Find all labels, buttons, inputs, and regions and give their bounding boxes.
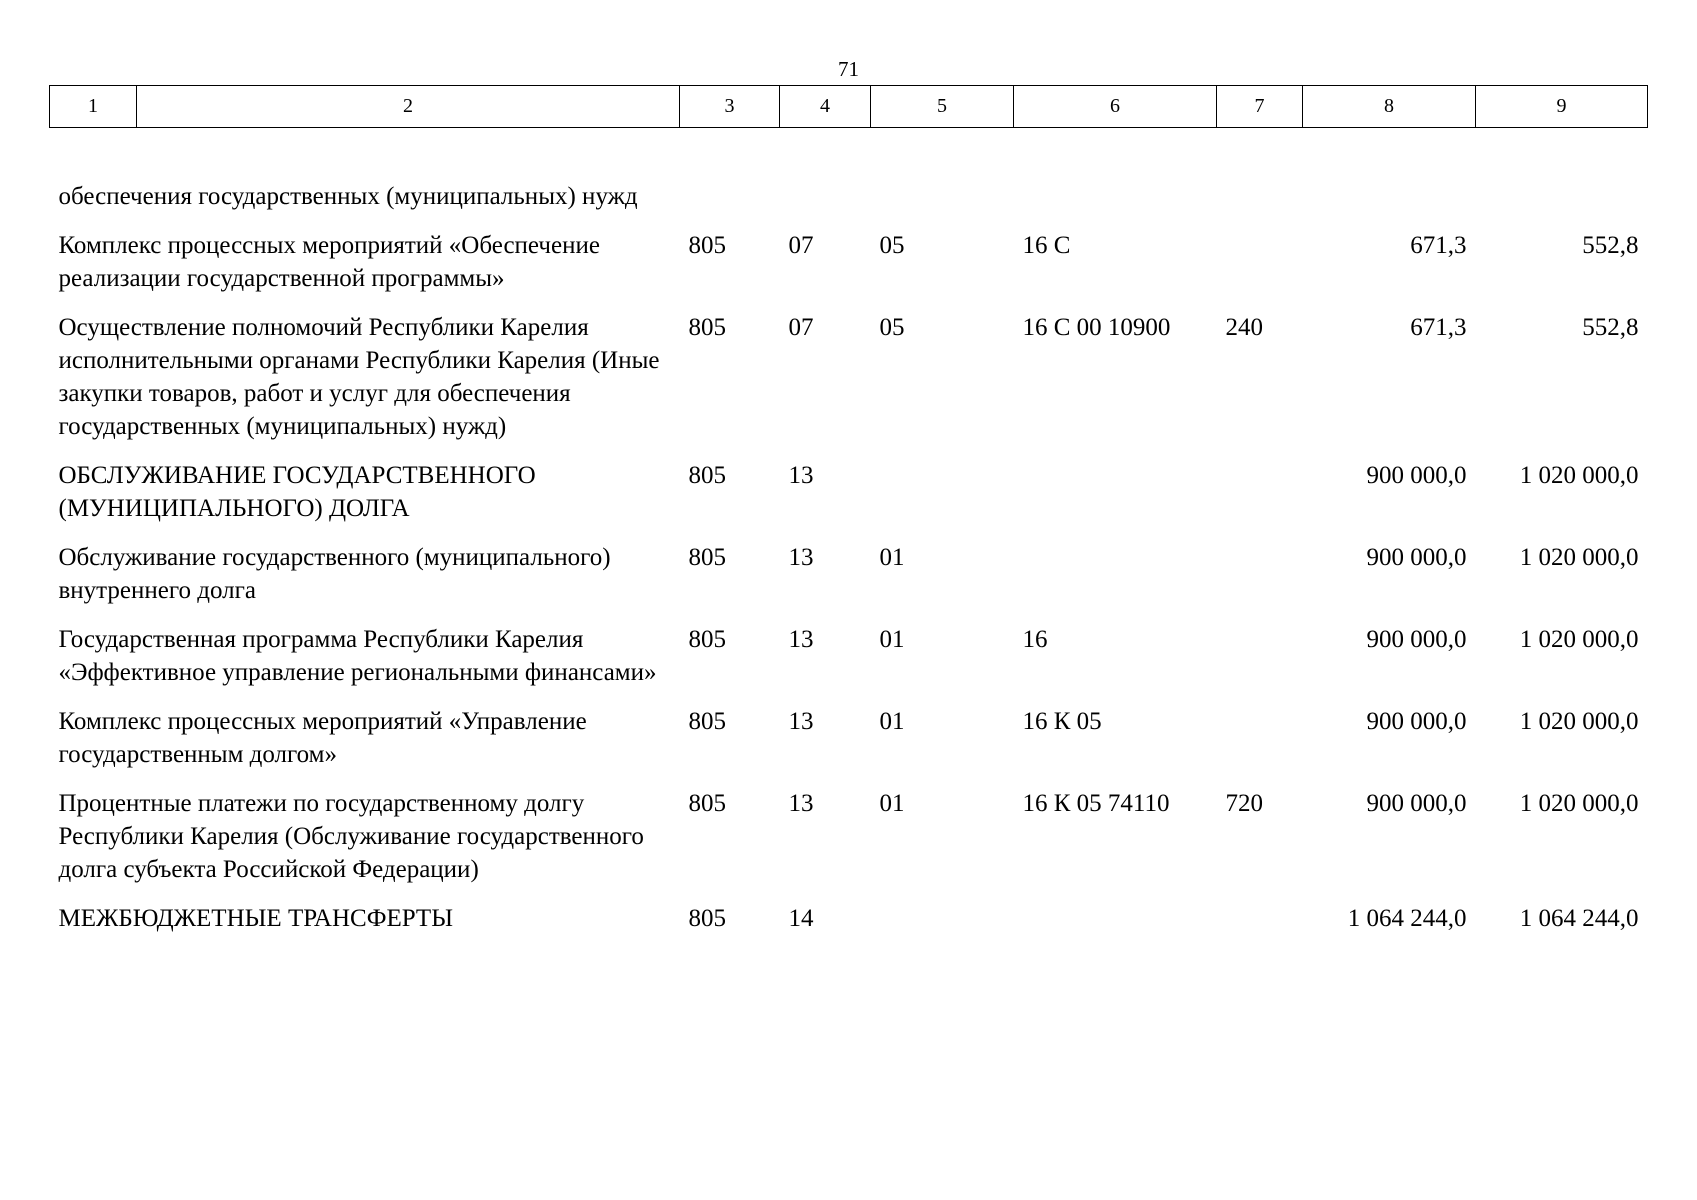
cell-amount-year-2: 1 020 000,0 (1519, 708, 1639, 735)
cell-target-article (1014, 453, 1217, 535)
table-row (50, 535, 1648, 617)
cell-expense-type (1217, 223, 1303, 305)
cell-expense-type: 240 (1225, 314, 1263, 341)
table-row (50, 617, 1648, 699)
cell-section: 13 (788, 462, 814, 489)
cell-amount-year-2: 1 020 000,0 (1519, 544, 1639, 571)
cell-subsection: 01 (879, 544, 905, 571)
header-col-6: 6 (1014, 86, 1217, 128)
cell-subsection: 05 (879, 232, 905, 259)
cell-item-name: Обслуживание государственного (муниципального) внутреннего долга (58, 544, 611, 604)
cell-amount-year-1: 900 000,0 (1366, 790, 1467, 817)
cell-amount-year-1: 900 000,0 (1366, 626, 1467, 653)
cell-section: 07 (788, 232, 814, 259)
cell-section: 13 (788, 708, 814, 735)
cell-target-article: 16 (1022, 626, 1048, 653)
cell-expense-type (1217, 896, 1303, 945)
cell-amount-year-2: 1 064 244,0 (1519, 905, 1639, 932)
cell-amount-year-1: 900 000,0 (1366, 544, 1467, 571)
cell-subsection (871, 128, 1014, 224)
cell-section: 07 (788, 314, 814, 341)
cell-item-name: Осуществление полномочий Республики Карелия исполнительными органами Республики Карелия (Иные закупки товаров, работ и услуг для обеспечения государственных (муниципальных) нужд) (58, 314, 660, 440)
cell-expense-type (1217, 453, 1303, 535)
cell-amount-year-1 (1303, 128, 1476, 224)
cell-expense-type: 720 (1225, 790, 1263, 817)
cell-target-article: 16 К 05 74110 (1022, 790, 1170, 817)
cell-target-article: 16 С (1022, 232, 1071, 259)
cell-amount-year-2: 1 020 000,0 (1519, 462, 1639, 489)
cell-item-name: Государственная программа Республики Карелия «Эффективное управление региональными финансами» (58, 626, 657, 686)
cell-chapter: 805 (688, 544, 726, 571)
cell-item-name: Комплекс процессных мероприятий «Управление государственным долгом» (58, 708, 587, 768)
cell-subsection: 01 (879, 790, 905, 817)
cell-amount-year-2 (1476, 128, 1648, 224)
cell-section (780, 128, 871, 224)
cell-section: 13 (788, 544, 814, 571)
table-body (50, 128, 1648, 946)
header-col-4: 4 (780, 86, 871, 128)
cell-chapter: 805 (688, 462, 726, 489)
cell-subsection: 01 (879, 708, 905, 735)
cell-amount-year-1: 900 000,0 (1366, 708, 1467, 735)
cell-item-name: Процентные платежи по государственному долгу Республики Карелия (Обслуживание государственного долга субъекта Российской Федерации) (58, 790, 644, 883)
page-number: 71 (838, 57, 859, 81)
header-col-9: 9 (1476, 86, 1648, 128)
table-row (50, 305, 1648, 453)
cell-target-article (1014, 535, 1217, 617)
cell-target-article: 16 К 05 (1022, 708, 1102, 735)
table-row (50, 699, 1648, 781)
cell-expense-type (1217, 535, 1303, 617)
cell-chapter: 805 (688, 905, 726, 932)
header-col-5: 5 (871, 86, 1014, 128)
cell-chapter: 805 (688, 626, 726, 653)
cell-item-name: обеспечения государственных (муниципальных) нужд (58, 183, 638, 210)
cell-subsection (871, 453, 1014, 535)
table-row (50, 128, 1648, 224)
cell-chapter: 805 (688, 708, 726, 735)
cell-amount-year-2: 552,8 (1582, 314, 1639, 341)
cell-expense-type (1217, 128, 1303, 224)
header-col-1: 1 (50, 86, 137, 128)
table-header-row (50, 86, 1648, 128)
cell-target-article (1014, 128, 1217, 224)
cell-amount-year-1: 671,3 (1410, 232, 1467, 259)
header-col-3: 3 (680, 86, 780, 128)
cell-amount-year-2: 1 020 000,0 (1519, 626, 1639, 653)
cell-amount-year-1: 671,3 (1410, 314, 1467, 341)
cell-chapter (680, 128, 780, 224)
cell-target-article (1014, 896, 1217, 945)
cell-chapter: 805 (688, 232, 726, 259)
cell-item-name: МЕЖБЮДЖЕТНЫЕ ТРАНСФЕРТЫ (58, 905, 454, 932)
cell-section: 13 (788, 626, 814, 653)
header-col-8: 8 (1303, 86, 1476, 128)
header-col-2: 2 (137, 86, 680, 128)
budget-table (49, 85, 1648, 945)
table-row (50, 896, 1648, 945)
cell-expense-type (1217, 699, 1303, 781)
cell-amount-year-1: 900 000,0 (1366, 462, 1467, 489)
cell-expense-type (1217, 617, 1303, 699)
cell-chapter: 805 (688, 314, 726, 341)
cell-chapter: 805 (688, 790, 726, 817)
cell-item-name: ОБСЛУЖИВАНИЕ ГОСУДАРСТВЕННОГО (МУНИЦИПАЛЬНОГО) ДОЛГА (58, 462, 536, 522)
cell-section: 14 (788, 905, 814, 932)
cell-amount-year-2: 1 020 000,0 (1519, 790, 1639, 817)
table-row (50, 781, 1648, 896)
cell-amount-year-1: 1 064 244,0 (1347, 905, 1467, 932)
table-row (50, 453, 1648, 535)
cell-item-name: Комплекс процессных мероприятий «Обеспечение реализации государственной программы» (58, 232, 600, 292)
cell-target-article: 16 С 00 10900 (1022, 314, 1171, 341)
cell-subsection: 05 (879, 314, 905, 341)
header-col-7: 7 (1217, 86, 1303, 128)
cell-section: 13 (788, 790, 814, 817)
cell-subsection (871, 896, 1014, 945)
cell-amount-year-2: 552,8 (1582, 232, 1639, 259)
cell-subsection: 01 (879, 626, 905, 653)
table-row (50, 223, 1648, 305)
